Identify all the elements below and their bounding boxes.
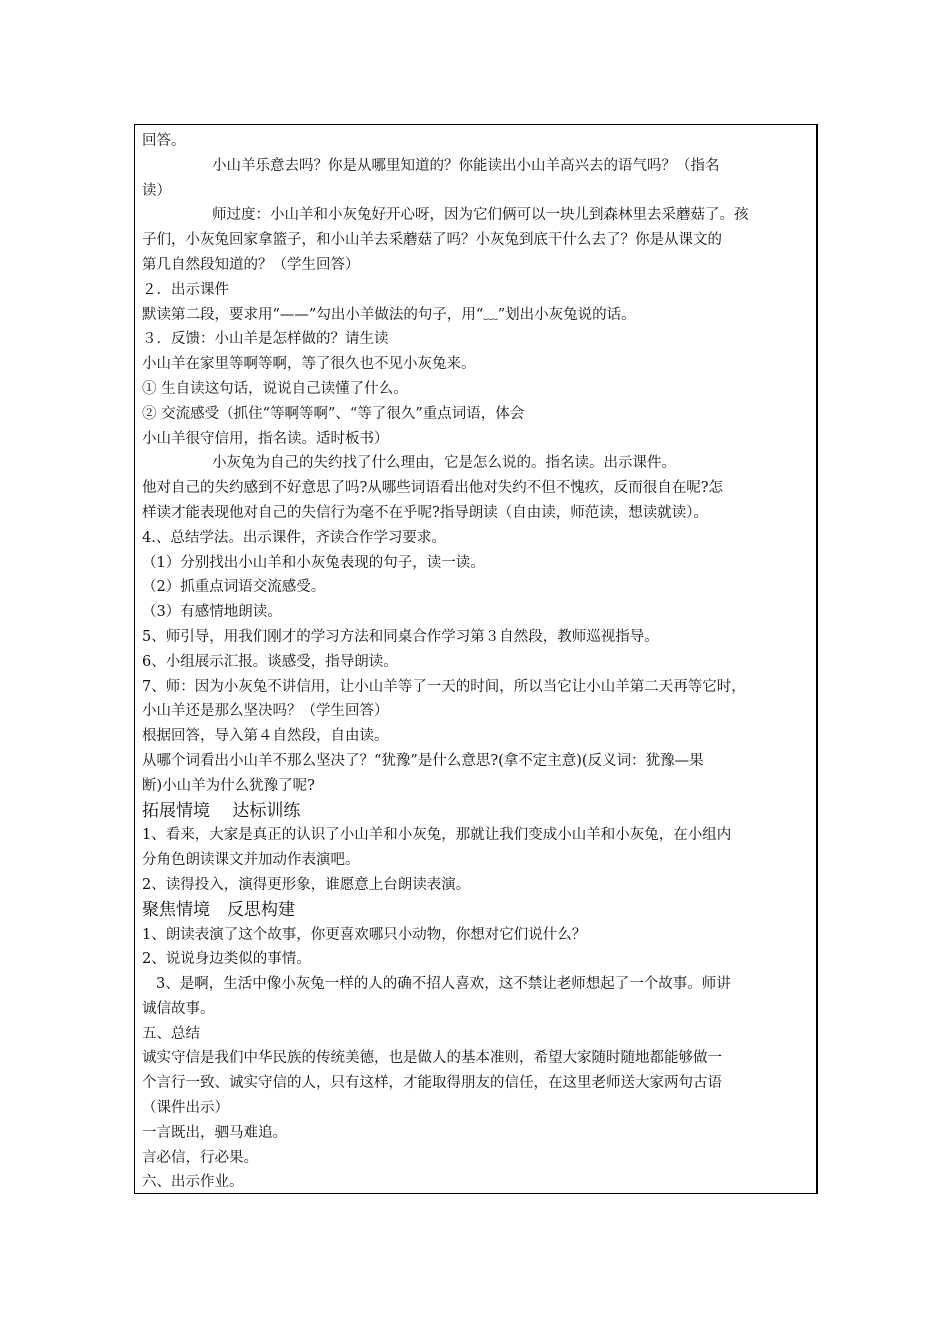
text-line: 师过度：小山羊和小灰兔好开心呀，因为它们俩可以一块儿到森林里去采蘑菇了。孩: [212, 207, 749, 224]
text-line: 样读才能表现他对自己的失信行为毫不在乎呢?指导朗读（自由读，师范读，想读就读）。: [142, 504, 709, 521]
text-line: 读）: [142, 182, 171, 199]
lesson-table: [134, 124, 818, 1194]
text-line: 断)小山羊为什么犹豫了呢?: [142, 777, 315, 794]
text-line: 小灰兔为自己的失约找了什么理由，它是怎么说的。指名读。出示课件。: [212, 455, 676, 472]
text-line: 3、是啊，生活中像小灰兔一样的人的确不招人喜欢，这不禁让老师想起了一个故事。师讲: [156, 976, 731, 993]
text-line: ② 交流感受（抓住“等啊等啊”、“等了很久”重点词语，体会: [142, 405, 525, 422]
text-line: 五、总结: [142, 1025, 200, 1042]
text-line: ３．反馈：小山羊是怎样做的？请生读: [142, 331, 389, 348]
text-line: 小山羊在家里等啊等啊，等了很久也不见小灰兔来。: [142, 356, 476, 373]
text-line: 回答。: [142, 133, 186, 149]
section-heading: 拓展情境 达标训练: [142, 800, 301, 821]
text-line: 2、说说身边类似的事情。: [142, 951, 311, 968]
text-line: 2、读得投入，演得更形象，谁愿意上台朗读表演。: [142, 876, 471, 893]
text-line: （2）抓重点词语交流感受。: [142, 579, 326, 596]
text-line: 1、朗读表演了这个故事，你更喜欢哪只小动物，你想对它们说什么？: [142, 926, 587, 943]
text-line: 根据回答，导入第４自然段，自由读。: [142, 728, 389, 745]
text-line: ① 生自读这句话，说说自己读懂了什么。: [142, 380, 408, 397]
text-line: 小山羊乐意去吗？你是从哪里知道的？你能读出小山羊高兴去的语气吗？（指名: [212, 157, 720, 174]
text-line: 子们，小灰兔回家拿篮子，和小山羊去采蘑菇了吗？小灰兔到底干什么去了？你是从课文的: [142, 232, 722, 249]
text-line: 言必信，行必果。: [142, 1149, 258, 1166]
text-line: 分角色朗读课文并加动作表演吧。: [142, 852, 360, 869]
text-line: 从哪个词看出小山羊不那么坚决了？“犹豫”是什么意思?(拿不定主意)(反义词：犹豫—果: [142, 752, 704, 769]
text-line: 小山羊还是那么坚决吗？（学生回答）: [142, 703, 389, 720]
text-line: ２．出示课件: [142, 281, 229, 298]
text-line: 默读第二段，要求用“——”勾出小羊做法的句子，用“﹏”划出小灰兔说的话。: [142, 306, 636, 323]
text-line: 小山羊很守信用，指名读。适时板书）: [142, 430, 389, 447]
text-line: 诚信故事。: [142, 1000, 215, 1017]
text-line: 7、师：因为小灰兔不讲信用，让小山羊等了一天的时间，所以当它让小山羊第二天再等它时，: [142, 678, 746, 695]
text-line: 诚实守信是我们中华民族的传统美德，也是做人的基本准则，希望大家随时随地都能够做一: [142, 1050, 722, 1067]
text-line: 个言行一致、诚实守信的人，只有这样，才能取得朋友的信任，在这里老师送大家两句古语: [142, 1075, 722, 1092]
text-line: 六、出示作业。: [142, 1174, 244, 1191]
text-line: （课件出示）: [142, 1100, 229, 1117]
text-line: 5、师引导，用我们刚才的学习方法和同桌合作学习第３自然段，教师巡视指导。: [142, 628, 659, 645]
text-line: 1、看来，大家是真正的认识了小山羊和小灰兔，那就让我们变成小山羊和小灰兔，在小组内: [142, 827, 732, 844]
text-line: 一言既出，驷马难追。: [142, 1124, 287, 1141]
lesson-content-cell: [135, 125, 817, 1193]
text-line: （1）分别找出小山羊和小灰兔表现的句子，读一读。: [142, 554, 485, 571]
text-line: 他对自己的失约感到不好意思了吗?从哪些词语看出他对失约不但不愧疚，反而很自在呢?怎: [142, 480, 724, 497]
text-line: （3）有感情地朗读。: [142, 604, 282, 621]
text-line: 第几自然段知道的？（学生回答）: [142, 256, 360, 273]
section-heading: 聚焦情境 反思构建: [142, 899, 295, 920]
text-line: 6、小组展示汇报。谈感受，指导朗读。: [142, 653, 398, 670]
text-line: 4.、总结学法。出示课件，齐读合作学习要求。: [142, 529, 446, 546]
